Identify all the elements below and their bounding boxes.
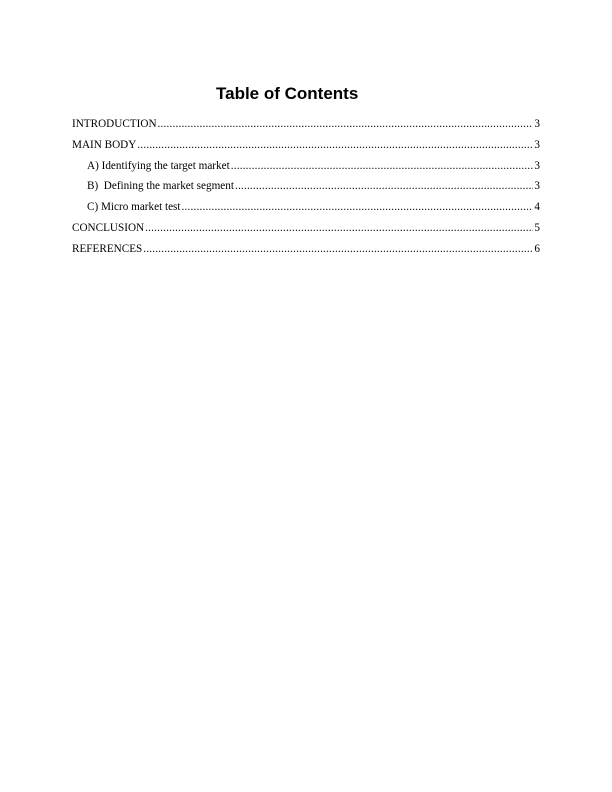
toc-entry-text: CONCLUSION <box>72 221 145 234</box>
toc-entry-page-number: 3 <box>534 180 540 193</box>
toc-entry-text: MAIN BODY <box>72 138 137 151</box>
toc-leader-dots <box>158 116 534 132</box>
toc-entry-text: REFERENCES <box>72 242 143 255</box>
toc-title: Table of Contents <box>216 84 359 103</box>
toc-entry-micro-market-test[interactable] <box>72 199 540 220</box>
toc-list <box>72 116 540 262</box>
toc-entry-page-number: 3 <box>534 118 540 130</box>
toc-entry-introduction[interactable] <box>72 116 540 137</box>
toc-entry-page-number: 6 <box>534 242 540 255</box>
toc-leader-dots <box>143 241 533 257</box>
toc-entry-page-number: 3 <box>534 138 540 151</box>
toc-entry-main-body[interactable] <box>72 137 540 158</box>
toc-entry-text: A) Identifying the target market <box>87 159 230 172</box>
toc-entry-references[interactable] <box>72 241 540 262</box>
toc-entry-page-number: 3 <box>534 159 540 172</box>
toc-leader-dots <box>235 178 533 194</box>
toc-leader-dots <box>145 220 533 236</box>
toc-leader-dots <box>231 158 534 174</box>
toc-leader-dots <box>137 137 533 153</box>
toc-entry-text: C) Micro market test <box>87 201 181 214</box>
toc-entry-page-number: 4 <box>534 201 540 214</box>
toc-entry-page-number: 5 <box>534 221 540 234</box>
toc-entry-defining-market-segment[interactable] <box>72 178 540 199</box>
toc-entry-identifying-target-market[interactable] <box>72 158 540 179</box>
toc-leader-dots <box>182 199 534 215</box>
toc-entry-text: B) Defining the market segment <box>87 180 234 193</box>
toc-entry-text: INTRODUCTION <box>72 118 157 130</box>
toc-entry-conclusion[interactable] <box>72 220 540 241</box>
